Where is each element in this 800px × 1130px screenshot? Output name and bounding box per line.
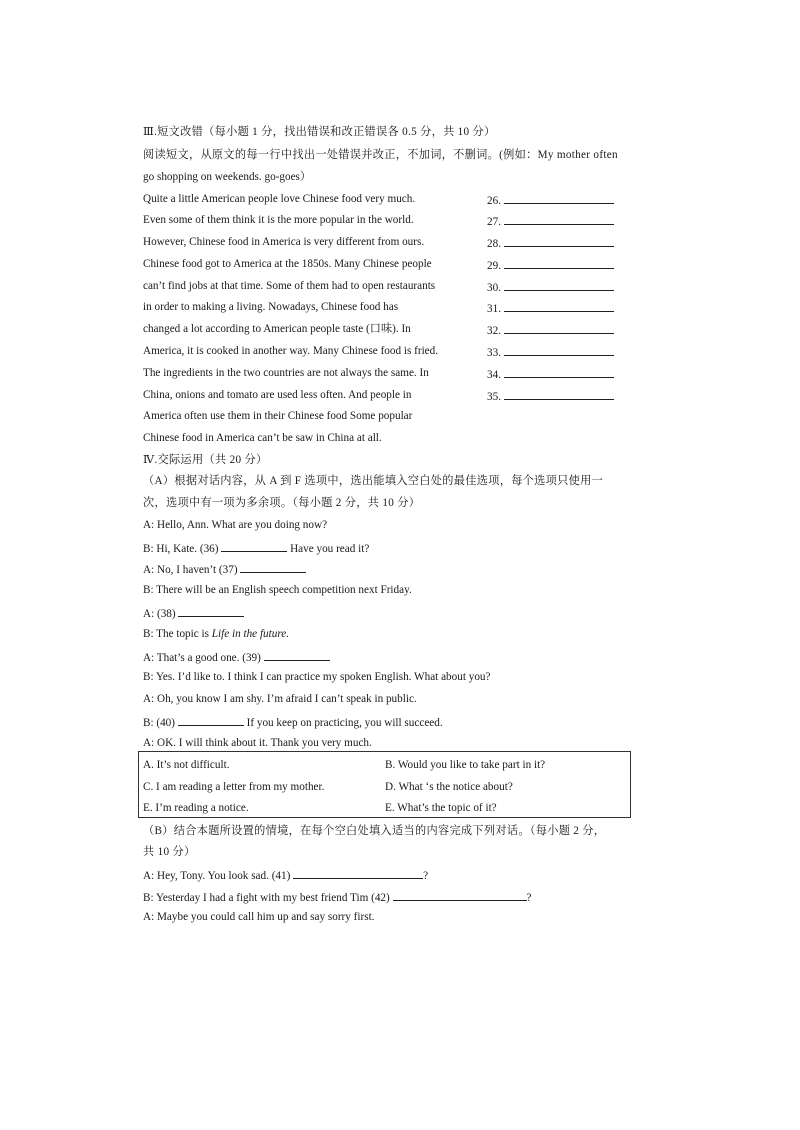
blank-39[interactable] [264, 649, 330, 661]
answer-blank[interactable] [504, 322, 614, 334]
passage-line: Chinese food got to America at the 1850s. Many Chinese people [143, 258, 432, 270]
partB-instruction-cont: 共 10 分） [143, 846, 196, 858]
dialogA-line [143, 605, 244, 621]
blank-37[interactable] [240, 561, 306, 573]
answer-blank[interactable] [504, 213, 614, 225]
answer-number: 34. [487, 369, 501, 381]
answer-line[interactable] [487, 344, 614, 360]
topic-title: Life in the future. [211, 628, 290, 640]
answer-blank[interactable] [504, 235, 614, 247]
option-a: A. It’s not difficult. [143, 759, 230, 771]
answer-blank[interactable] [504, 279, 614, 291]
dialog-text: ? [526, 892, 532, 904]
blank-41[interactable] [293, 867, 423, 879]
section4-heading: Ⅳ.交际运用（共 20 分） [143, 454, 268, 466]
passage-line: China, onions and tomato are used less often. And people in [143, 389, 412, 401]
answer-number: 26. [487, 195, 501, 207]
dialog-text: B: (40) [143, 717, 176, 729]
option-f: E. What’s the topic of it? [385, 802, 497, 814]
answer-number: 27. [487, 216, 501, 228]
section3-instruction: 阅读短文，从原文的每一行中找出一处错误并改正，不加词，不删词。(例如：My mother often [143, 149, 618, 161]
answer-blank[interactable] [504, 366, 614, 378]
section3-example: go shopping on weekends. go-goes） [143, 171, 312, 183]
dialogA-line: B: There will be an English speech competition next Friday. [143, 584, 412, 596]
answer-line[interactable] [487, 300, 614, 316]
partA-instruction: （A）根据对话内容，从 A 到 F 选项中，选出能填入空白处的最佳选项，每个选项只使用一 [143, 475, 604, 487]
passage-line: However, Chinese food in America is very different from ours. [143, 236, 425, 248]
dialogA-line: B: Yes. I’d like to. I think I can practice my spoken English. What about you? [143, 671, 491, 683]
option-c: C. I am reading a letter from my mother. [143, 781, 325, 793]
dialogA-line [143, 627, 289, 641]
passage-line: changed a lot according to American people taste (口味). In [143, 323, 411, 335]
dialogB-line [143, 889, 532, 905]
answer-number: 32. [487, 325, 501, 337]
dialog-text: B: Yesterday I had a fight with my best friend Tim (42) [143, 892, 390, 904]
option-e: E. I’m reading a notice. [143, 802, 249, 814]
dialog-text: Have you read it? [290, 543, 370, 555]
partA-instruction-cont: 次，选项中有一项为多余项。（每小题 2 分，共 10 分） [143, 497, 421, 509]
answer-line[interactable] [487, 235, 614, 251]
option-d: D. What ‘s the notice about? [385, 781, 513, 793]
passage-line: America, it is cooked in another way. Many Chinese food is fried. [143, 345, 439, 357]
dialog-text: B: The topic is [143, 628, 212, 640]
dialog-text: ? [423, 870, 429, 882]
answer-blank[interactable] [504, 344, 614, 356]
answer-number: 35. [487, 391, 501, 403]
dialog-text: A: (38) [143, 608, 176, 620]
dialog-text: A: That’s a good one. (39) [143, 652, 261, 664]
answer-number: 33. [487, 347, 501, 359]
answer-line[interactable] [487, 213, 614, 229]
passage-line: Quite a little American people love Chinese food very much. [143, 193, 416, 205]
answer-line[interactable] [487, 279, 614, 295]
answer-line[interactable] [487, 322, 614, 338]
dialogA-line [143, 714, 443, 730]
answer-line[interactable] [487, 192, 614, 208]
blank-42[interactable] [393, 889, 527, 901]
blank-38[interactable] [178, 605, 244, 617]
dialog-text: If you keep on practicing, you will succeed. [246, 717, 443, 729]
options-box [138, 751, 631, 818]
dialogA-line [143, 540, 369, 556]
answer-number: 28. [487, 238, 501, 250]
section3-heading: Ⅲ.短文改错（每小题 1 分，找出错误和改正错误各 0.5 分，共 10 分） [143, 126, 496, 138]
option-b: B. Would you like to take part in it? [385, 759, 546, 771]
dialogA-line [143, 649, 330, 665]
answer-blank[interactable] [504, 300, 614, 312]
blank-36[interactable] [221, 540, 287, 552]
dialogA-line: A: Oh, you know I am shy. I’m afraid I can’t speak in public. [143, 693, 417, 705]
partB-instruction: （B）结合本题所设置的情境，在每个空白处填入适当的内容完成下列对话。（每小题 2 分， [143, 825, 606, 837]
answer-blank[interactable] [504, 192, 614, 204]
dialog-text: B: Hi, Kate. (36) [143, 543, 219, 555]
passage-line: The ingredients in the two countries are not always the same. In [143, 367, 429, 379]
answer-line[interactable] [487, 366, 614, 382]
passage-line: Chinese food in America can’t be saw in China at all. [143, 432, 382, 444]
answer-blank[interactable] [504, 388, 614, 400]
dialogA-line: A: OK. I will think about it. Thank you very much. [143, 737, 372, 749]
answer-line[interactable] [487, 388, 614, 404]
passage-line: can’t find jobs at that time. Some of them had to open restaurants [143, 280, 436, 292]
dialog-text: A: Hey, Tony. You look sad. (41) [143, 870, 291, 882]
answer-blank[interactable] [504, 257, 614, 269]
dialogA-line [143, 561, 306, 577]
passage-line: in order to making a living. Nowadays, Chinese food has [143, 301, 399, 313]
answer-number: 30. [487, 282, 501, 294]
answer-line[interactable] [487, 257, 614, 273]
blank-40[interactable] [178, 714, 244, 726]
answer-number: 29. [487, 260, 501, 272]
dialogA-line: A: Hello, Ann. What are you doing now? [143, 519, 328, 531]
passage-line: America often use them in their Chinese food Some popular [143, 410, 413, 422]
dialogB-line: A: Maybe you could call him up and say sorry first. [143, 911, 375, 923]
passage-line: Even some of them think it is the more popular in the world. [143, 214, 414, 226]
dialogB-line [143, 867, 428, 883]
dialog-text: A: No, I haven’t (37) [143, 564, 238, 576]
answer-number: 31. [487, 303, 501, 315]
